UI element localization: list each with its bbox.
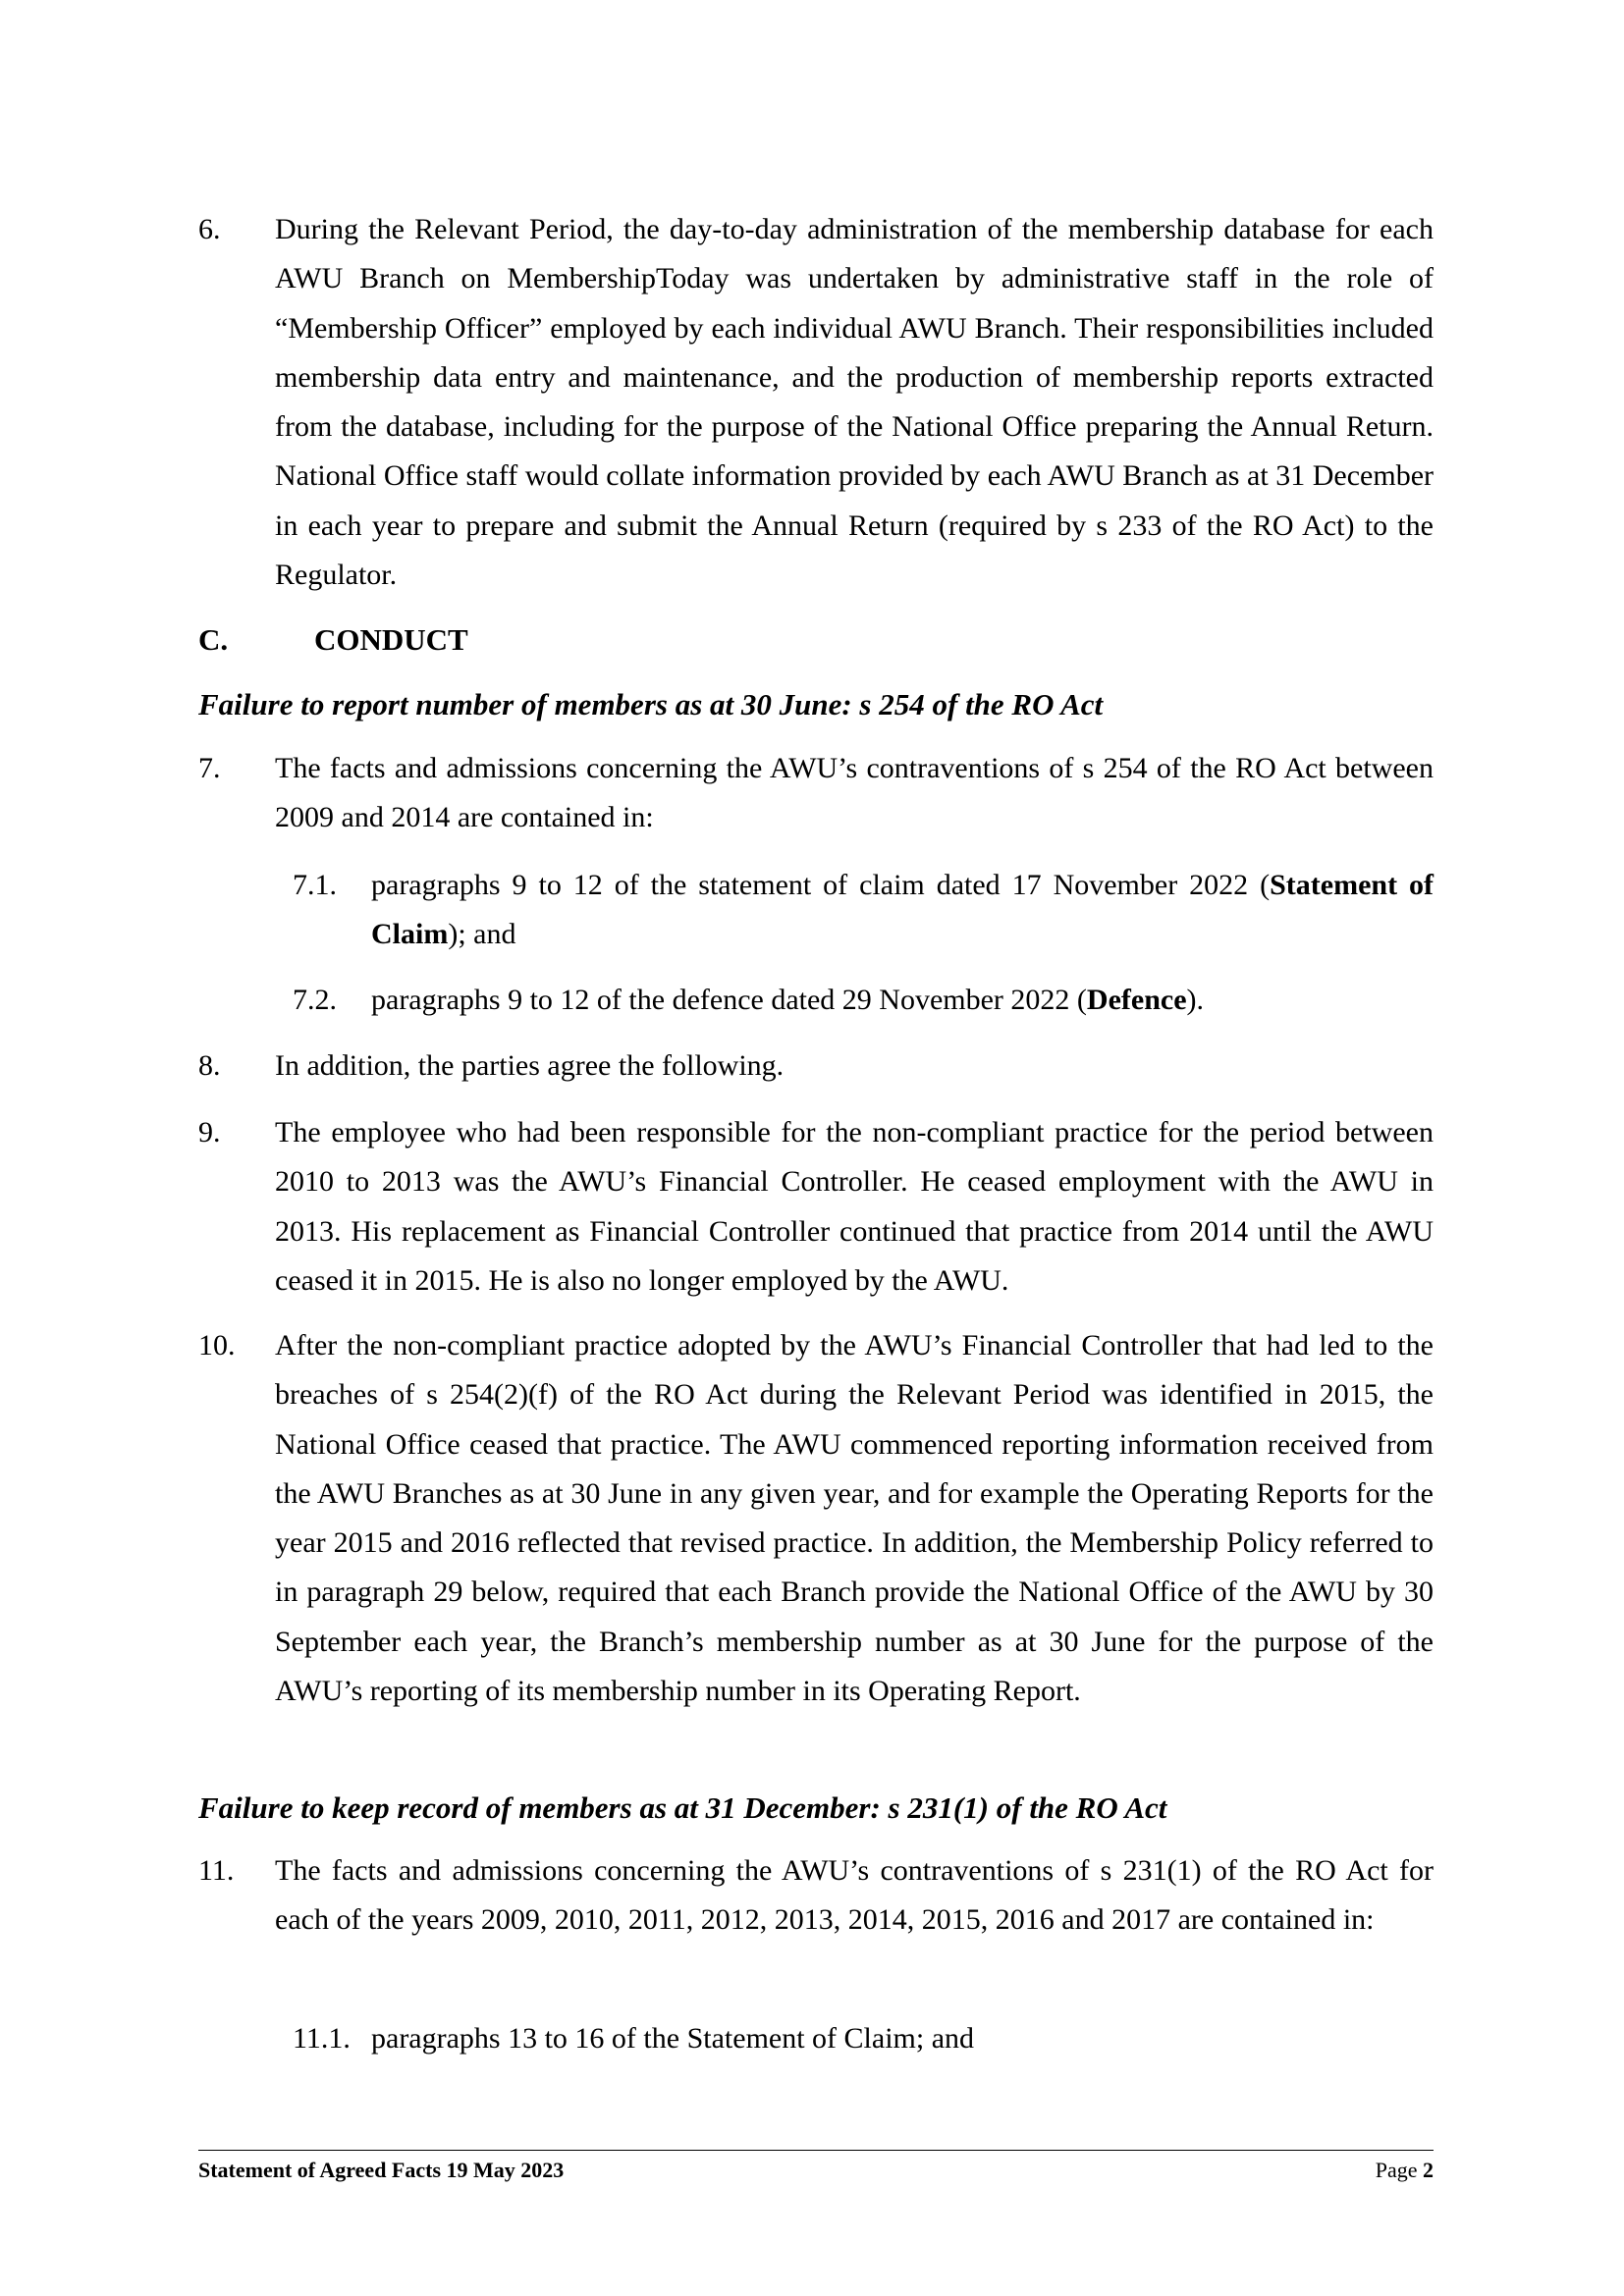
section-letter: C. xyxy=(198,622,229,657)
paragraph-8: In addition, the parties agree the following. xyxy=(275,1049,785,1082)
paragraph-11: The facts and admissions concerning the AWU’s contraventions of s 231(1) of the RO Act for each of the years 2009, 2010, 2011, 2012, 2013, 2014, 2015, 2016 and 2017 are contained in: xyxy=(275,1854,1434,1937)
subparagraph-number: 7.2. xyxy=(293,984,337,1016)
subparagraph-number: 7.1. xyxy=(293,869,337,901)
paragraph-number: 8. xyxy=(198,1049,221,1082)
paragraph-number: 6. xyxy=(198,213,221,245)
footer-divider xyxy=(198,2150,1434,2151)
paragraph-10: After the non-compliant practice adopted by the AWU’s Financial Controller that had led to the breaches of s 254(2)(f) of the RO Act during the Relevant Period was identified in 2015, the National Office ceased that practice. The AWU commenced reporting information received from the AWU Branches as at 30 June in any given year, and for example the Operating Reports for the year 2015 and 2016 reflected that revised practice. In addition, the Membership Policy referred to in paragraph 29 below, required that each Branch provide the National Office of the AWU by 30 September each year, the Branch’s membership number as at 30 June for the purpose of the AWU’s reporting of its membership number in its Operating Report. xyxy=(275,1329,1434,1708)
paragraph-number: 9. xyxy=(198,1116,221,1148)
defined-term-statement-of-claim: Statement of Claim xyxy=(371,869,1434,951)
subparagraph-11-1: paragraphs 13 to 16 of the Statement of Claim; and xyxy=(371,2022,975,2055)
paragraph-number: 11. xyxy=(198,1854,235,1887)
paragraph-9: The employee who had been responsible for the non-compliant practice for the period between 2010 to 2013 was the AWU’s Financial Controller. He ceased employment with the AWU in 2013. His replacement as Financial Controller continued that practice from 2014 until the AWU ceased it in 2015. He is also no longer employed by the AWU. xyxy=(275,1116,1434,1297)
paragraph-7: The facts and admissions concerning the AWU’s contraventions of s 254 of the RO Act between 2009 and 2014 are contained in: xyxy=(275,752,1434,834)
subparagraph-7-2: paragraphs 9 to 12 of the defence dated 29 November 2022 (Defence). xyxy=(371,984,1205,1016)
section-title: CONDUCT xyxy=(314,622,468,657)
footer-document-title: Statement of Agreed Facts 19 May 2023 xyxy=(198,2158,565,2182)
footer-page-number: Page 2 xyxy=(1375,2158,1434,2182)
defined-term-defence: Defence xyxy=(1086,984,1187,1016)
paragraph-number: 10. xyxy=(198,1329,236,1362)
subheading-s254: Failure to report number of members as at 30 June: s 254 of the RO Act xyxy=(198,687,1104,721)
paragraph-6: During the Relevant Period, the day-to-day administration of the membership database for each AWU Branch on MembershipToday was undertaken by administrative staff in the role of “Membership Officer” employed by each individual AWU Branch. Their responsibilities included membership data entry and maintenance, and the production of membership reports extracted from the database, including for the purpose of the National Office preparing the Annual Return. National Office staff would collate information provided by each AWU Branch as at 31 December in each year to prepare and submit the Annual Return (required by s 233 of the RO Act) to the Regulator. xyxy=(275,213,1434,592)
paragraph-number: 7. xyxy=(198,752,221,784)
subparagraph-number: 11.1. xyxy=(293,2022,351,2055)
subheading-s231: Failure to keep record of members as at 31 December: s 231(1) of the RO Act xyxy=(198,1790,1167,1825)
subparagraph-7-1: paragraphs 9 to 12 of the statement of claim dated 17 November 2022 (Statement of Claim); and xyxy=(371,869,1434,951)
